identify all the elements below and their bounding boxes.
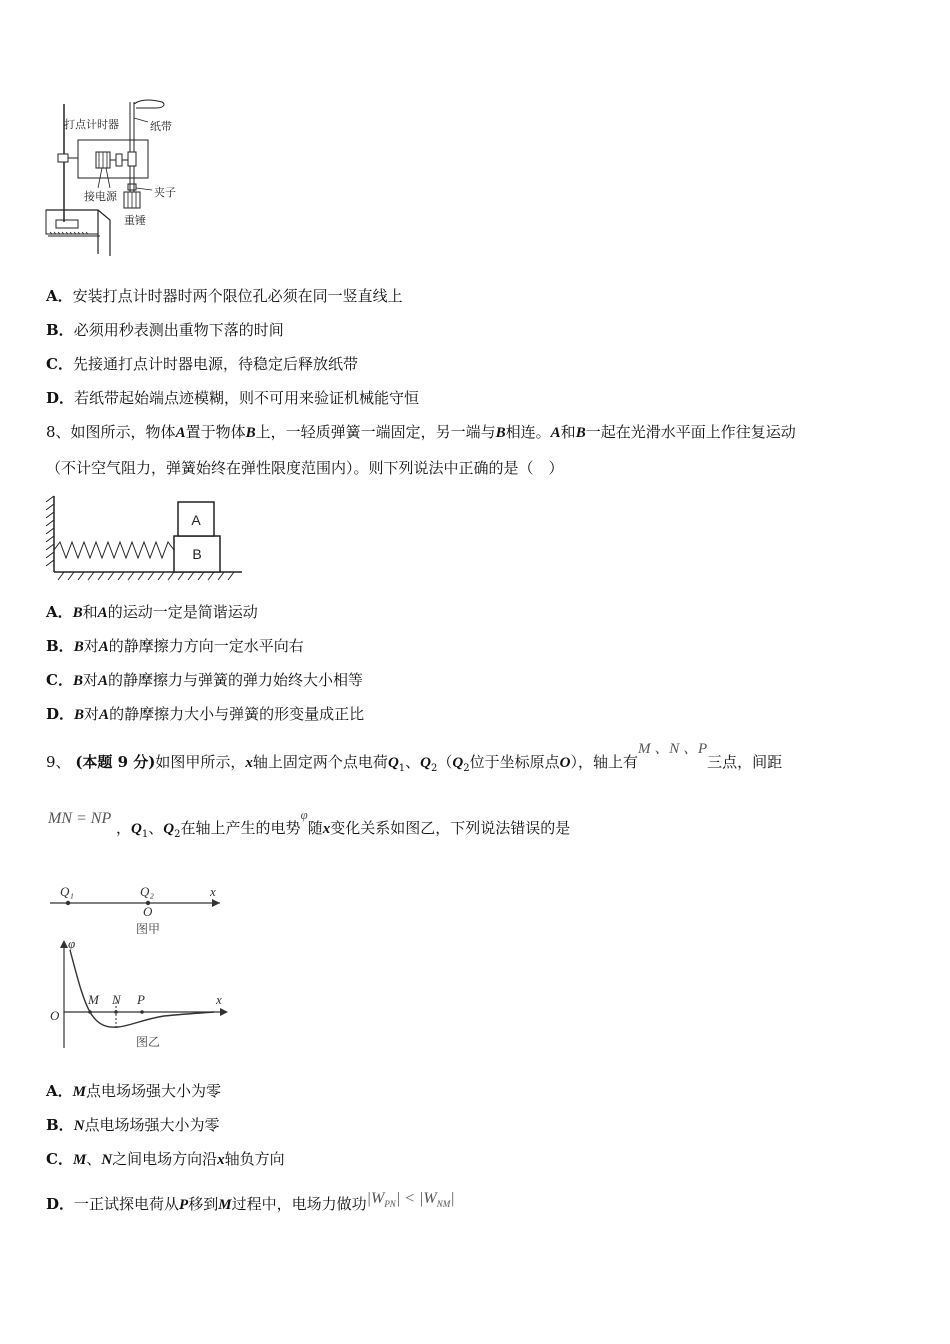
- label-clip: 夹子: [154, 186, 176, 199]
- phi-curve: [70, 950, 214, 1027]
- mnp-math: M 、N 、P: [638, 741, 708, 757]
- fig-yi-o: O: [50, 1008, 60, 1023]
- label-power: 接电源: [84, 190, 117, 203]
- q8-stem-line1: 8、如图所示，物体A置于物体B上，一轻质弹簧一端固定，另一端与B相连。A和B一起在光滑水平面上作往复运动: [46, 423, 796, 441]
- fig-jia-q2: Q₂: [140, 884, 154, 899]
- fig-jia-q1: Q₁: [60, 884, 74, 899]
- fig-yi-phi: φ: [68, 936, 76, 951]
- fig-jia-o: O: [143, 904, 153, 919]
- q8-option-b: B．B对A的静摩擦力方向一定水平向右: [46, 637, 304, 655]
- q9-option-c: C．M、N之间电场方向沿x轴负方向: [46, 1150, 285, 1168]
- mn-np-eq: MN = NP: [48, 810, 112, 827]
- q8-option-d: D．B对A的静摩擦力大小与弹簧的形变量成正比: [46, 705, 365, 723]
- phi-symbol: φ: [300, 807, 308, 822]
- fig-jia-caption: 图甲: [136, 922, 161, 936]
- fig-yi-p: P: [137, 992, 145, 1007]
- q9-stem-line1: 9、 (本题 9 分)如图甲所示，x轴上固定两个点电荷$Q_1$、$Q_2(Q_2$位于坐标原点O），轴上有M 、N 、P三点，间距: [46, 741, 783, 774]
- spring-block-figure: [44, 492, 244, 582]
- q9-option-d: D．一正试探电荷从P移到M过程中，电场力做功$|W_{PN}| < |W_{NM}|$: [46, 1190, 455, 1213]
- q8-option-a: A．B和A的运动一定是简谐运动: [46, 603, 258, 621]
- fig-yi-x: x: [216, 992, 222, 1007]
- fig-yi-m: M: [88, 992, 99, 1007]
- q7-option-a: A．安装打点计时器时两个限位孔必须在同一竖直线上: [46, 287, 403, 305]
- q7-option-d: D．若纸带起始端点迹模糊，则不可用来验证机械能守恒: [46, 389, 420, 407]
- work-inequality: $|W_{PN}| < |W_{NM}|$: [366, 1190, 455, 1210]
- fig-yi-caption: 图乙: [136, 1035, 161, 1049]
- label-tape: 纸带: [150, 120, 172, 133]
- potential-figure: [44, 876, 244, 1056]
- q8-stem-line2: （不计空气阻力，弹簧始终在弹性限度范围内）。则下列说法中正确的是（ ）: [46, 459, 564, 477]
- label-weight: 重锤: [124, 214, 146, 227]
- block-a-label: A: [191, 512, 201, 528]
- q7-option-c: C．先接通打点计时器电源，待稳定后释放纸带: [46, 355, 358, 373]
- apparatus-figure: [44, 96, 204, 266]
- q8-option-c: C．B对A的静摩擦力与弹簧的弹力始终大小相等: [46, 671, 364, 689]
- q9-option-a: A．M点电场场强大小为零: [46, 1082, 221, 1100]
- fig-yi-n: N: [112, 992, 121, 1007]
- q9-stem-line2: MN = NP ，$Q_1$、$Q_2$在轴上产生的电势φ随x变化关系如图乙，下列说法错误的是: [48, 807, 571, 840]
- fig-jia-x: x: [210, 884, 216, 899]
- q9-option-b: B．N点电场场强大小为零: [46, 1116, 220, 1134]
- q7-option-b: B．必须用秒表测出重物下落的时间: [46, 321, 284, 339]
- label-timer: 打点计时器: [64, 118, 119, 131]
- block-b-label: B: [192, 546, 202, 562]
